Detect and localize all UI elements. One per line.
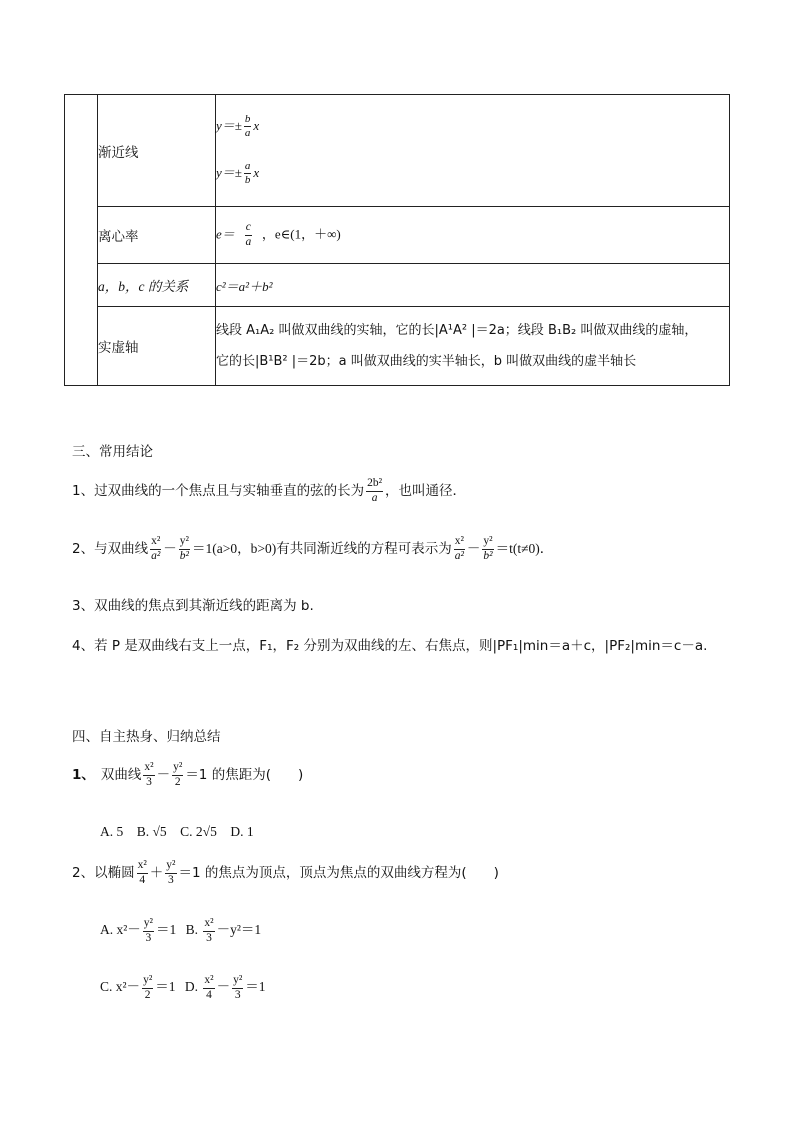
option-c: C. x²－ $\frac{\text{y²}}{2}$ ＝1 (100, 974, 176, 1001)
question-1-options: A. 5 B. √5 C. 2√5 D. 1 (100, 824, 254, 839)
asymptote-eq-2: y＝± $\frac{a}{b}$ x (216, 159, 260, 186)
row-label: a，b，c 的关系 (98, 264, 216, 307)
asymptote-eq-1: y＝± $\frac{b}{a}$ x (216, 112, 260, 139)
table-row (65, 307, 730, 386)
row-label: 实虚轴 (98, 307, 216, 386)
question-2: 2、以椭圆 $\frac{\text{x²}}{4}$ ＋ $\frac{\text{y²}}{3}$ ＝1 的焦点为顶点，顶点为焦点的双曲线方程为( ) (72, 859, 499, 886)
table-row (65, 264, 730, 307)
conclusion-4: 4、若 P 是双曲线右支上一点，F₁，F₂ 分别为双曲线的左、右焦点，则|PF₁|min＝a＋c，|PF₂|min＝c－a. (72, 638, 708, 654)
table-row (65, 207, 730, 264)
relation-cell: c²＝a²＋b² (216, 264, 730, 307)
question-2-options-cd (100, 975, 266, 1001)
table-row (65, 95, 730, 207)
option-b: B. $\frac{\text{x²}}{3}$ －y²＝1 (185, 917, 262, 944)
section-3-heading: 三、常用结论 (72, 444, 153, 460)
row-label: 渐近线 (98, 95, 216, 207)
conclusion-3: 3、双曲线的焦点到其渐近线的距离为 b. (72, 598, 314, 614)
eccentricity-cell: e＝ $\frac{c}{a}$ ，e∈(1，＋∞) (216, 207, 730, 264)
row-label: 离心率 (98, 207, 216, 264)
asymptote-cell (216, 95, 730, 207)
question-1: 1、 双曲线 $\frac{\text{x²}}{3}$ － $\frac{\text{y²}}{2}$ ＝1 的焦距为( ) (72, 761, 304, 788)
section-4-heading: 四、自主热身、归纳总结 (72, 729, 221, 745)
axis-cell: 线段 A₁A₂ 叫做双曲线的实轴，它的长|A¹A² |＝2a；线段 B₁B₂ 叫做双曲线的虚轴， 它的长|B¹B² |＝2b；a 叫做双曲线的实半轴长，b 叫做双曲线的虚半轴长 (216, 307, 730, 386)
table-side-cell (65, 95, 98, 386)
option-d: D. $\frac{\text{x²}}{4}$ － $\frac{\text{y²}}{3}$ ＝1 (184, 974, 266, 1001)
conclusion-2: 2、与双曲线 $\frac{\text{x²}}{\text{a²}}$ － $\frac{\text{y²}}{\text{b²}}$ ＝1(a>0，b>0)有共同渐近线的方程可表示为 $\frac{\text{x²}}{\text{a²}}$ － $\frac{\text{y²}}{\text{b²}}$ ＝t(t≠0)． (72, 535, 554, 562)
conclusion-1: 1、过双曲线的一个焦点且与实轴垂直的弦的长为 $\frac{\text{2b²}}{a}$ ，也叫通径． (72, 477, 467, 504)
hyperbola-properties-table (64, 94, 730, 386)
question-2-options-ab (100, 918, 261, 944)
option-a: A. x²－ $\frac{\text{y²}}{3}$ ＝1 (100, 917, 177, 944)
